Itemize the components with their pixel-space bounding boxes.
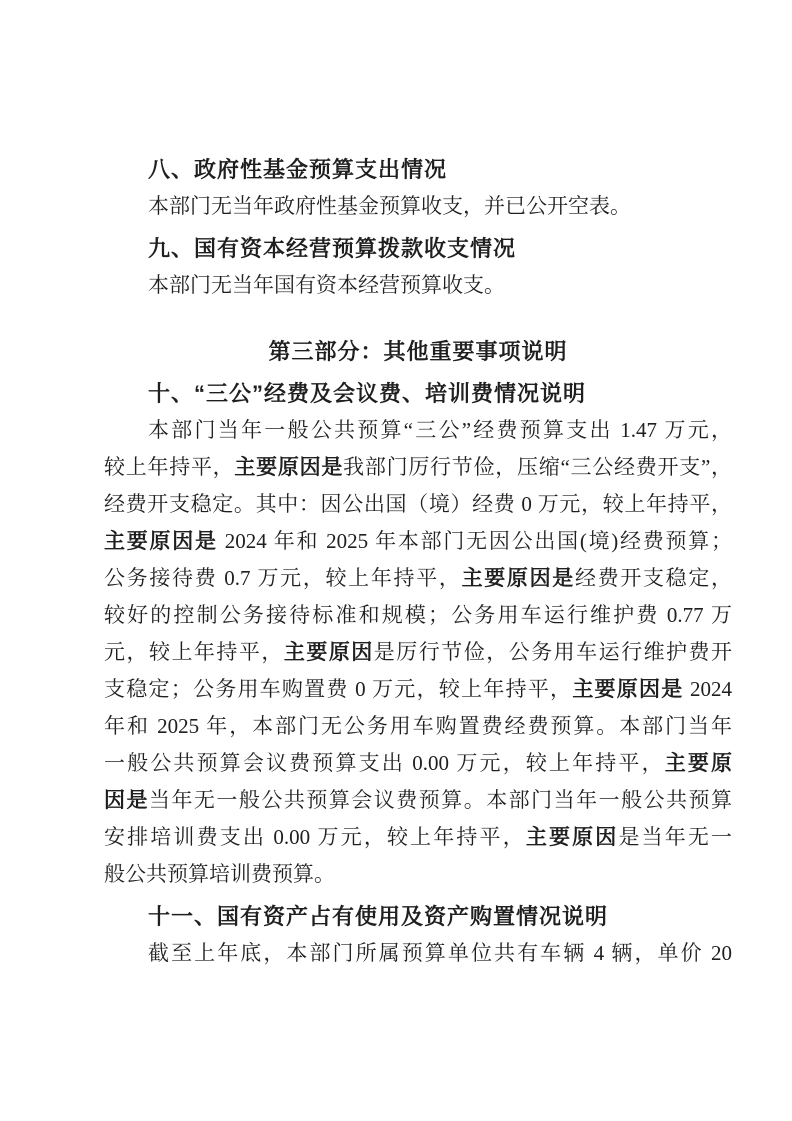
paragraph-line: 因是当年无一般公共预算会议费预算。本部门当年一般公共预算 bbox=[104, 788, 733, 812]
section-heading-11: 十一、国有资产占有使用及资产购置情况说明 bbox=[148, 904, 609, 929]
document-body bbox=[104, 146, 732, 972]
paragraph-line: 一般公共预算会议费预算支出 0.00 万元，较上年持平，主要原 bbox=[104, 751, 733, 775]
paragraph-line: 主要原因是 2024 年和 2025 年本部门无因公出国(境)经费预算； bbox=[104, 529, 732, 553]
section-heading-9: 九、国有资本经营预算拨款收支情况 bbox=[148, 236, 517, 261]
paragraph-line: 年和 2025 年，本部门无公务用车购置费经费预算。本部门当年 bbox=[104, 714, 732, 738]
paragraph-last-line: 般公共预算培训费预算。 bbox=[104, 862, 335, 886]
paragraph-line: 较好的控制公务接待标准和规模；公务用车运行维护费 0.77 万 bbox=[104, 603, 732, 627]
body-line: 本部门无当年国有资本经营预算收支。 bbox=[148, 273, 505, 297]
paragraph-line: 较上年持平，主要原因是我部门厉行节俭，压缩“三公经费开支”， bbox=[104, 455, 733, 479]
body-line: 本部门无当年政府性基金预算收支，并已公开空表。 bbox=[148, 194, 631, 218]
paragraph-line: 元，较上年持平，主要原因是厉行节俭，公务用车运行维护费开 bbox=[104, 640, 733, 664]
paragraph-line: 安排培训费支出 0.00 万元，较上年持平，主要原因是当年无一 bbox=[104, 825, 733, 849]
section-heading-8: 八、政府性基金预算支出情况 bbox=[148, 157, 448, 182]
paragraph-line: 经费开支稳定。其中：因公出国（境）经费 0 万元，较上年持平， bbox=[104, 492, 732, 516]
part-three-heading: 第三部分：其他重要事项说明 bbox=[268, 339, 568, 364]
section-heading-10: 十、“三公”经费及会议费、培训费情况说明 bbox=[148, 381, 587, 406]
paragraph-line: 本部门当年一般公共预算“三公”经费预算支出 1.47 万元， bbox=[148, 418, 732, 442]
paragraph-line: 截至上年底，本部门所属预算单位共有车辆 4 辆，单价 20 bbox=[148, 941, 732, 965]
paragraph-line: 公务接待费 0.7 万元，较上年持平，主要原因是经费开支稳定， bbox=[104, 566, 733, 590]
paragraph-line: 支稳定；公务用车购置费 0 万元，较上年持平，主要原因是 2024 bbox=[104, 677, 733, 701]
